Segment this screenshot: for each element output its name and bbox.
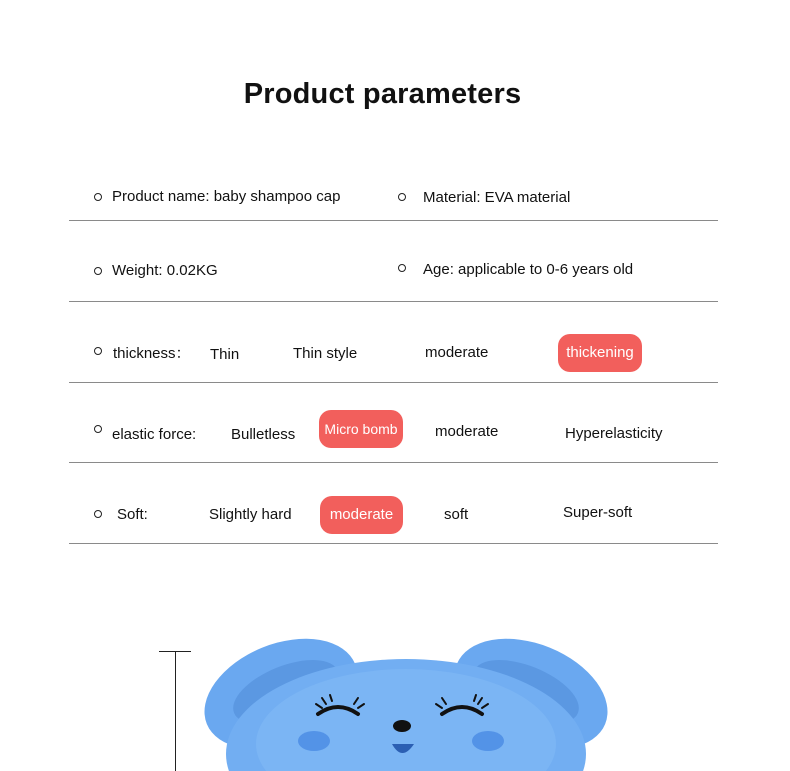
dimension-ruler-line	[175, 652, 176, 771]
bullet-icon	[398, 193, 406, 201]
spec-material: Material: EVA material	[423, 189, 571, 206]
thickness-label: thickness：	[113, 345, 191, 362]
soft-option-moderate-selected: moderate	[320, 496, 403, 534]
spec-product-name: Product name: baby shampoo cap	[112, 188, 341, 205]
page-title: Product parameters	[243, 78, 522, 110]
elastic-option-micro-bomb-selected: Micro bomb	[319, 410, 403, 448]
bullet-icon	[94, 347, 102, 355]
row-divider	[69, 301, 718, 302]
spec-weight: Weight: 0.02KG	[112, 262, 218, 279]
bullet-icon	[94, 425, 102, 433]
bullet-icon	[94, 193, 102, 201]
row-divider	[69, 220, 718, 221]
elastic-option-hyperelasticity: Hyperelasticity	[565, 425, 663, 442]
thickness-option-moderate: moderate	[425, 344, 489, 361]
elastic-option-bulletless: Bulletless	[231, 426, 296, 443]
soft-label: Soft:	[117, 506, 148, 523]
soft-option-super-soft: Super-soft	[563, 504, 633, 521]
soft-option-soft: soft	[444, 506, 469, 523]
thickness-option-thin-style: Thin style	[293, 345, 358, 362]
row-divider	[69, 543, 718, 544]
thickness-option-thickening-selected: thickening	[558, 334, 642, 372]
soft-option-slightly-hard: Slightly hard	[209, 506, 292, 523]
bullet-icon	[398, 264, 406, 272]
mouse-face-icon	[196, 634, 616, 771]
elastic-option-moderate: moderate	[435, 423, 499, 440]
row-divider	[69, 382, 718, 383]
thickness-option-thin: Thin	[210, 346, 240, 363]
bullet-icon	[94, 267, 102, 275]
elastic-label: elastic force:	[112, 426, 197, 443]
row-divider	[69, 462, 718, 463]
bullet-icon	[94, 510, 102, 518]
spec-age: Age: applicable to 0-6 years old	[423, 261, 634, 278]
